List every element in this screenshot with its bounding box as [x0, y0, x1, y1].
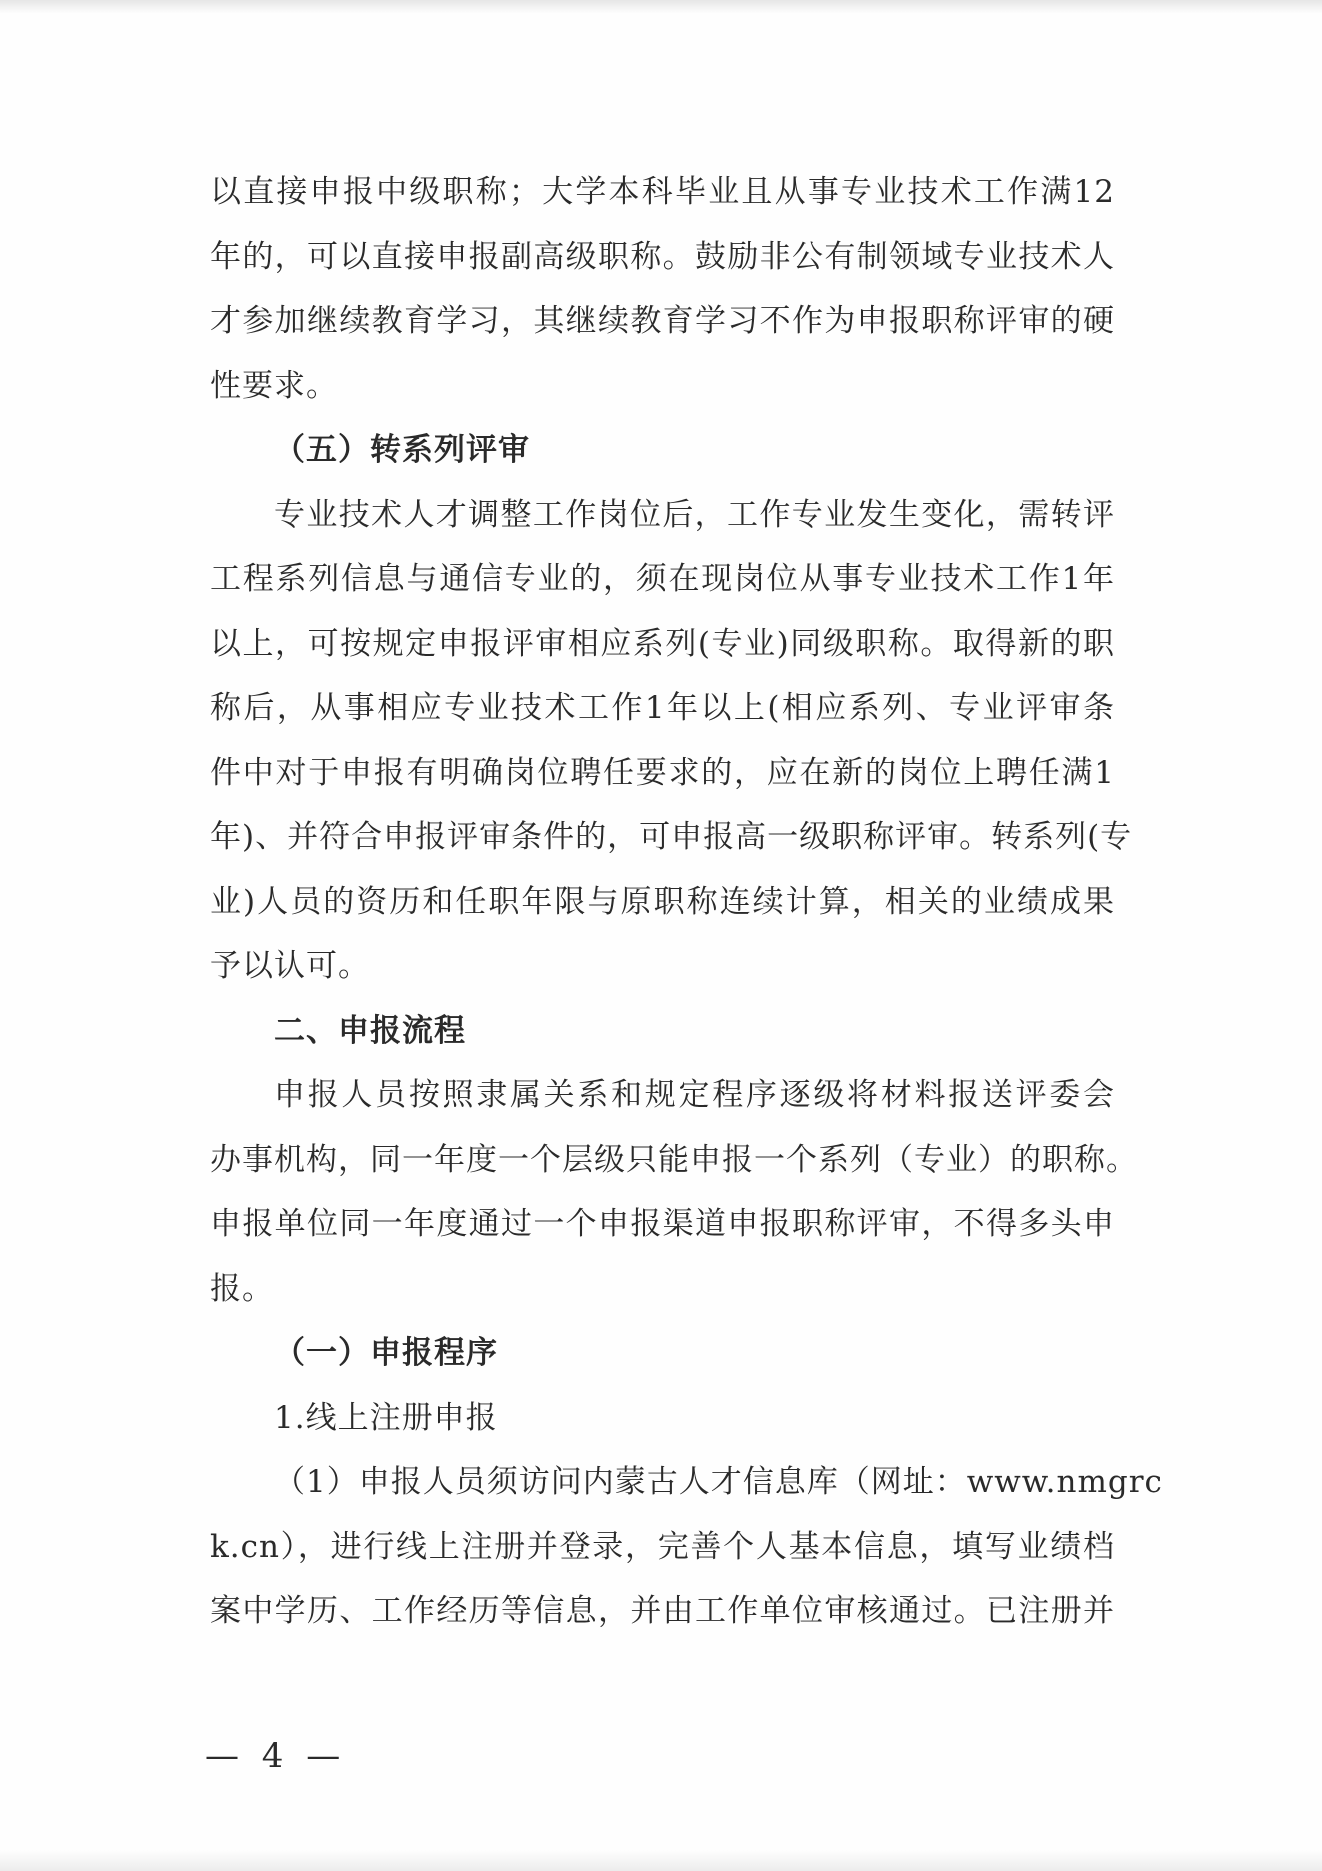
section-heading-five: （五）转系列评审 [274, 432, 530, 468]
scan-edge-bottom [0, 1849, 1322, 1871]
subsection-heading-one: （一）申报程序 [274, 1335, 498, 1371]
text-line: 申报人员按照隶属关系和规定程序逐级将材料报送评委会 [274, 1077, 1115, 1113]
text-line: 予以认可。 [210, 948, 370, 984]
text-line: （1）申报人员须访问内蒙古人才信息库（网址：www.nmgrc [274, 1464, 1163, 1500]
text-line: 件中对于申报有明确岗位聘任要求的，应在新的岗位上聘任满1 [210, 754, 1115, 791]
text-line: 办事机构，同一年度一个层级只能申报一个系列（专业）的职称。 [210, 1141, 1138, 1178]
body-text [210, 160, 1163, 1644]
text-line: 案中学历、工作经历等信息，并由工作单位审核通过。已注册并 [210, 1593, 1115, 1629]
text-line: 以上，可按规定申报评审相应系列(专业)同级职称。取得新的职 [210, 625, 1115, 662]
page-number: — 4 — [205, 1736, 347, 1776]
scan-edge-top [0, 0, 1322, 14]
text-line: 业)人员的资历和任职年限与原职称连续计算，相关的业绩成果 [210, 883, 1115, 920]
text-line: 年的，可以直接申报副高级职称。鼓励非公有制领域专业技术人 [210, 238, 1115, 275]
text-line: 报。 [210, 1270, 274, 1307]
item-heading-1: 1.线上注册申报 [274, 1399, 498, 1436]
text-line: 以直接申报中级职称；大学本科毕业且从事专业技术工作满12 [210, 174, 1115, 210]
text-line: 称后，从事相应专业技术工作1年以上(相应系列、专业评审条 [210, 690, 1115, 726]
text-line: 才参加继续教育学习，其继续教育学习不作为申报职称评审的硬 [210, 303, 1115, 339]
text-line: k.cn），进行线上注册并登录，完善个人基本信息，填写业绩档 [210, 1528, 1115, 1565]
text-line: 工程系列信息与通信专业的，须在现岗位从事专业技术工作1年 [210, 561, 1115, 597]
text-line: 年)、并符合申报评审条件的，可申报高一级职称评审。转系列(专 [210, 819, 1133, 855]
text-line: 专业技术人才调整工作岗位后，工作专业发生变化，需转评 [274, 496, 1115, 533]
section-heading-two: 二、申报流程 [274, 1012, 466, 1049]
text-line: 申报单位同一年度通过一个申报渠道申报职称评审，不得多头申 [210, 1206, 1115, 1242]
text-line: 性要求。 [210, 367, 338, 404]
